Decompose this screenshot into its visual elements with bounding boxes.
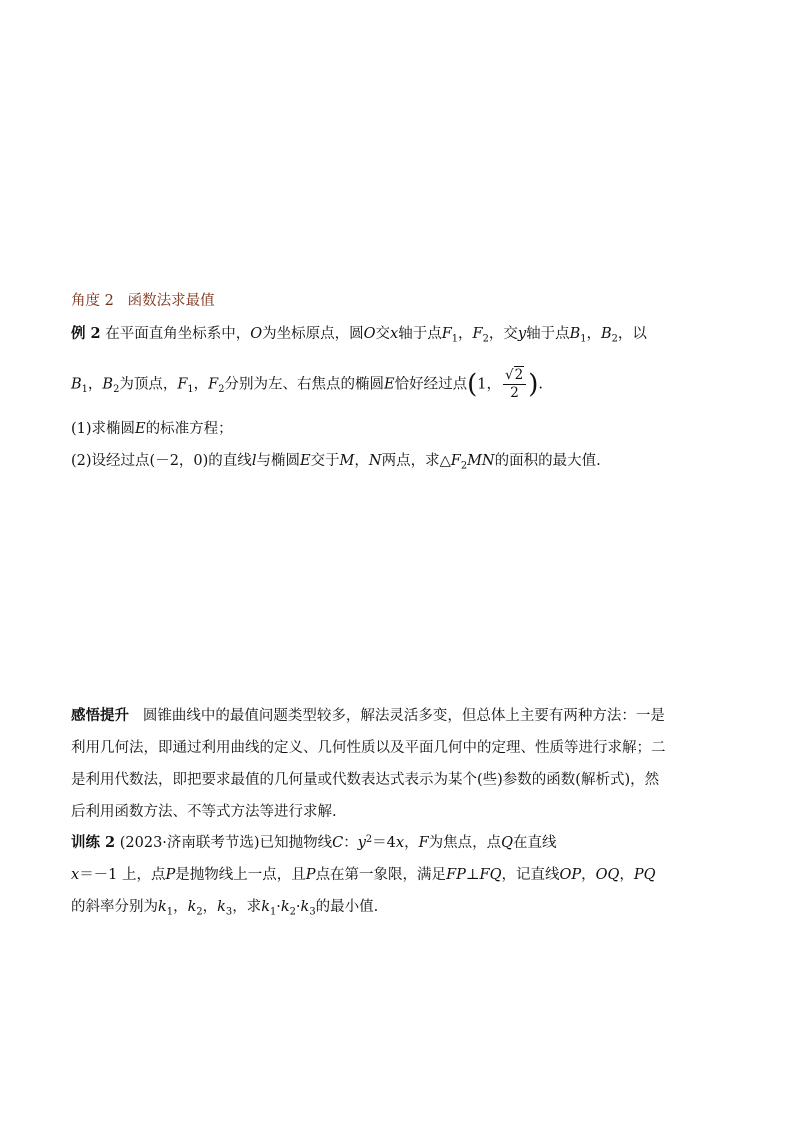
training-line-2	[71, 864, 726, 886]
insight-line-1	[71, 705, 726, 727]
subscript: 2	[218, 383, 225, 395]
text: ，以	[617, 326, 647, 342]
text: 交	[375, 326, 391, 342]
math-var: P	[165, 867, 176, 883]
math-var: x	[390, 326, 399, 342]
text: ，记直线	[501, 867, 560, 883]
superscript: 2	[365, 834, 373, 846]
math-var: N	[368, 453, 382, 469]
text: 点在第一象限，满足	[315, 867, 447, 883]
training-label: 训练 2	[71, 834, 116, 851]
text: 的标准方程；	[145, 421, 233, 437]
math-var: x	[395, 835, 405, 851]
text: 轴于点	[526, 326, 570, 342]
math-var: E	[299, 453, 311, 469]
text: 分别为左、右焦点的椭圆	[224, 376, 384, 393]
text: ＝4	[372, 835, 396, 851]
text: 的面积的最大值.	[494, 453, 601, 469]
text: ，	[458, 326, 473, 342]
math-var: C	[332, 835, 344, 851]
fraction-denominator: 2	[510, 385, 519, 401]
subscript: 3	[225, 906, 233, 918]
section-heading	[71, 290, 726, 312]
text: 为顶点，	[119, 376, 178, 393]
math-var: OQ	[595, 867, 620, 883]
text: 轴于点	[398, 326, 442, 342]
subscript: 2	[196, 906, 203, 918]
text: ：	[343, 835, 358, 851]
math-var: k	[187, 899, 197, 915]
fraction-sqrt2-over-2	[503, 368, 526, 401]
text: 的斜率分别为	[71, 899, 158, 915]
text: .	[538, 376, 543, 393]
subscript: 2	[460, 460, 468, 472]
math-var: M	[339, 453, 355, 469]
math-var: k	[158, 899, 167, 915]
insight-line-2	[71, 737, 726, 759]
text: 利用几何法，即通过利用曲线的定义、几何性质以及平面几何中的定理、性质等进行求解；二	[71, 740, 666, 756]
math-var: B	[569, 326, 581, 342]
math-var: F	[208, 376, 219, 393]
math-var: FP	[446, 867, 466, 883]
perpendicular-icon: ⊥	[465, 867, 480, 883]
question-2	[71, 450, 726, 472]
section-number: 2	[104, 293, 114, 309]
insight-line-3	[71, 769, 726, 791]
insight-line-4	[71, 801, 726, 823]
example-line-2	[71, 368, 726, 401]
text: ，	[581, 867, 596, 883]
sqrt	[505, 368, 524, 383]
text: ，	[193, 376, 209, 393]
text: 的最小值.	[315, 899, 379, 915]
text: ＝－1 上，点	[79, 867, 166, 883]
text: 是利用代数法，即把要求最值的几何量或代数表达式表示为某个(些)参数的函数(解析式)，然	[71, 772, 660, 788]
insight-label: 感悟提升	[71, 707, 129, 724]
right-paren: )	[528, 369, 539, 400]
subscript: 2	[482, 333, 489, 345]
subscript: 1	[580, 333, 587, 345]
text: (2023·济南联考节选)已知抛物线	[119, 835, 333, 851]
example-label: 例 2	[71, 325, 101, 342]
math-var: l	[251, 453, 257, 469]
math-var: F	[418, 835, 429, 851]
subscript: 2	[611, 333, 618, 345]
text: (2)设经过点(－2，0)的直线	[71, 453, 252, 469]
text: ，求	[232, 899, 262, 915]
math-var: F	[450, 453, 461, 469]
text: ，交	[488, 326, 518, 342]
text: 恰好经过点	[394, 376, 468, 393]
text: 为坐标原点，圆	[262, 326, 364, 342]
math-var: O	[250, 326, 263, 342]
math-var: y	[357, 835, 366, 851]
math-var: Q	[501, 835, 514, 851]
fraction-numerator	[503, 368, 526, 385]
text: ，	[619, 867, 634, 883]
math-var: x	[71, 867, 80, 883]
subscript: 1	[166, 906, 174, 918]
math-var: k	[300, 899, 310, 915]
subscript: 1	[81, 383, 88, 395]
math-var: k	[261, 899, 270, 915]
text: ，	[404, 835, 419, 851]
training-line-3	[71, 896, 726, 918]
dot-operator: ·	[276, 899, 281, 915]
question-1	[71, 418, 726, 440]
subscript: 3	[309, 906, 316, 918]
math-var: P	[305, 867, 316, 883]
text: ，	[202, 899, 218, 915]
text: (1)求椭圆	[71, 421, 136, 437]
math-var: E	[384, 376, 395, 393]
text: 两点，求△	[381, 453, 451, 469]
math-var: O	[363, 326, 376, 342]
text: 在直线	[513, 835, 557, 851]
math-var: F	[472, 326, 483, 342]
text: 圆锥曲线中的最值问题类型较多，解法灵活多变，但总体上主要有两种方法：一是	[142, 708, 665, 724]
math-var: B	[71, 376, 82, 393]
subscript: 1	[187, 383, 194, 395]
example-line-1	[71, 323, 726, 345]
text: 是抛物线上一点，且	[175, 867, 306, 883]
radicand: 2	[514, 367, 524, 383]
text: 交于	[310, 453, 340, 469]
text: ，	[354, 453, 369, 469]
math-var: B	[102, 376, 114, 393]
text: 为焦点，点	[428, 835, 502, 851]
subscript: 2	[113, 383, 120, 395]
sqrt-icon: √	[504, 367, 514, 383]
text: ，	[586, 326, 601, 342]
dot-operator: ·	[295, 899, 301, 915]
math-var: k	[217, 899, 226, 915]
math-var: E	[135, 421, 146, 437]
text: ，	[173, 899, 188, 915]
training-line-1	[71, 832, 726, 854]
math-var: k	[280, 899, 290, 915]
subscript: 1	[269, 906, 277, 918]
math-var: MN	[467, 453, 495, 469]
text: ，	[87, 376, 103, 393]
math-var: OP	[559, 867, 582, 883]
subscript: 1	[451, 333, 459, 345]
math-var: B	[601, 326, 612, 342]
text: 与椭圆	[256, 453, 300, 469]
math-var: FQ	[479, 867, 502, 883]
math-var: y	[517, 326, 527, 342]
left-paren: (	[467, 369, 478, 400]
section-title: 函数法求最值	[127, 293, 215, 309]
subscript: 2	[289, 906, 296, 918]
point-x: 1，	[477, 376, 501, 393]
text: 在平面直角坐标系中，	[105, 326, 251, 342]
math-var: PQ	[633, 867, 656, 883]
section-label: 角度	[71, 293, 100, 309]
math-var: F	[177, 376, 188, 393]
text: 后利用函数方法、不等式方法等进行求解.	[71, 804, 337, 820]
math-var: F	[441, 326, 452, 342]
